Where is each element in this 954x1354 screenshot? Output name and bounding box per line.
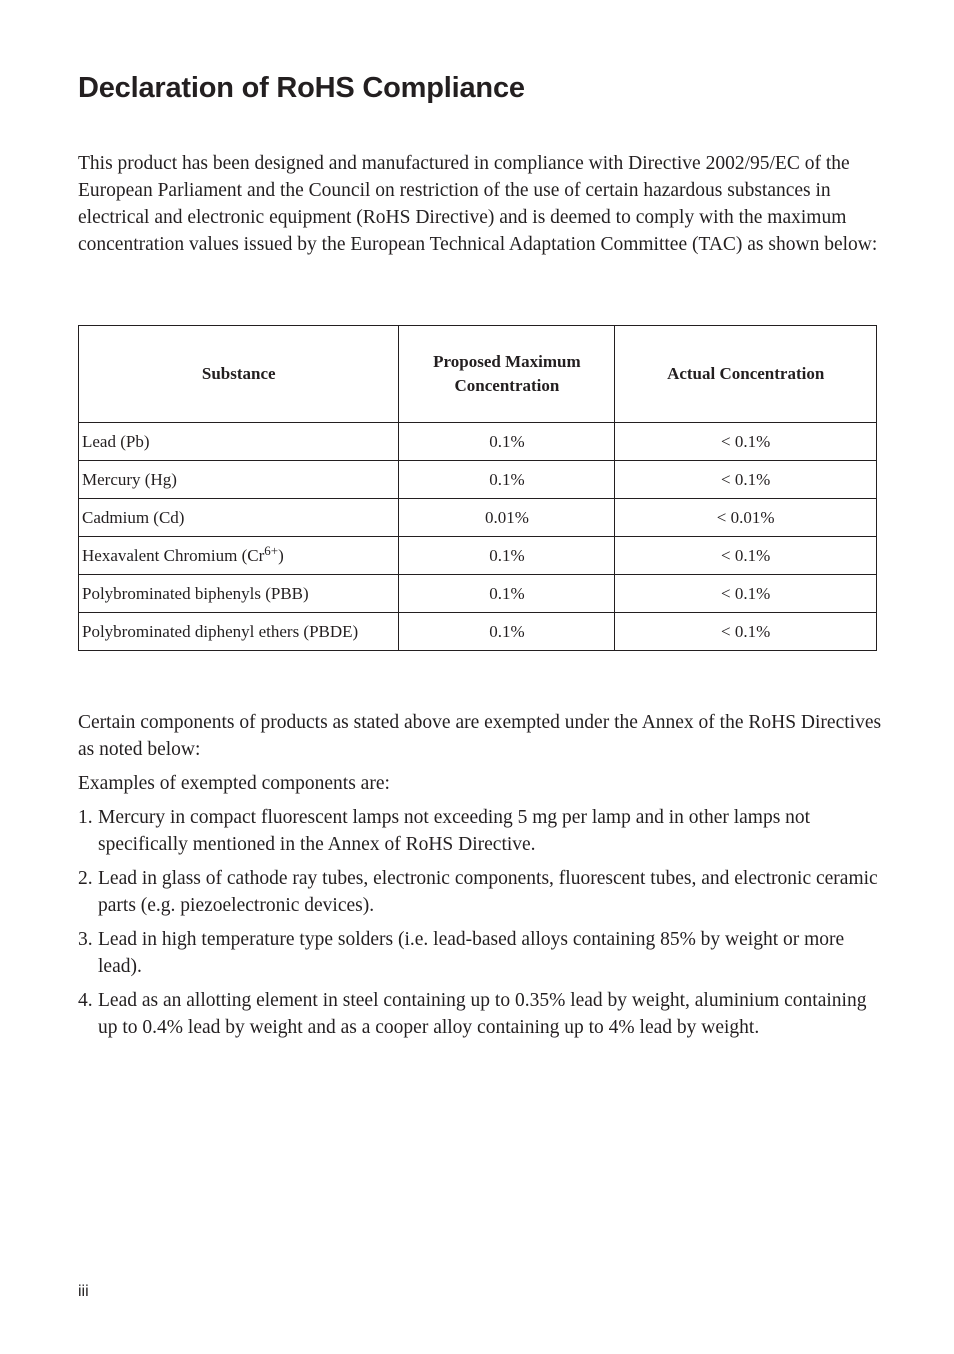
header-proposed-max xyxy=(399,326,615,423)
proposed-cell: 0.01% xyxy=(399,499,615,537)
substance-name: Polybrominated biphenyls (PBB) xyxy=(82,583,309,603)
list-item-number: 1. xyxy=(78,807,93,828)
page-title: Declaration of RoHS Compliance xyxy=(78,72,525,104)
actual-cell: < 0.01% xyxy=(615,499,877,537)
list-item xyxy=(78,926,884,980)
exemptions-section xyxy=(78,709,884,1048)
actual-cell: < 0.1% xyxy=(615,461,877,499)
table-header-row xyxy=(79,326,877,423)
substance-name: Polybrominated diphenyl ethers (PBDE) xyxy=(82,621,359,641)
proposed-cell: 0.1% xyxy=(399,575,615,613)
substance-cell xyxy=(79,461,399,499)
substance-cell xyxy=(79,613,399,651)
substance-suffix: ) xyxy=(278,545,284,565)
table-row xyxy=(79,499,877,537)
table-row xyxy=(79,461,877,499)
table-row xyxy=(79,537,877,575)
rohs-table xyxy=(78,325,877,651)
substance-name: Cadmium (Cd) xyxy=(82,507,185,527)
page-number: iii xyxy=(78,1283,89,1300)
list-item xyxy=(78,804,884,858)
table-row xyxy=(79,423,877,461)
substance-name: Hexavalent Chromium (Cr xyxy=(82,545,265,565)
substance-cell xyxy=(79,575,399,613)
header-proposed-max-label: Proposed Maximum Concentration xyxy=(433,352,581,395)
table-row xyxy=(79,613,877,651)
actual-cell: < 0.1% xyxy=(615,537,877,575)
header-actual: Actual Concentration xyxy=(615,326,877,423)
substance-cell xyxy=(79,537,399,575)
list-item-number: 4. xyxy=(78,990,93,1011)
actual-cell: < 0.1% xyxy=(615,423,877,461)
substance-cell xyxy=(79,499,399,537)
proposed-cell: 0.1% xyxy=(399,423,615,461)
substance-cell xyxy=(79,423,399,461)
actual-cell: < 0.1% xyxy=(615,575,877,613)
proposed-cell: 0.1% xyxy=(399,613,615,651)
list-item-text: Mercury in compact fluorescent lamps not exceeding 5 mg per lamp and in other lamps not specifically mentioned in the Annex of RoHS Directive. xyxy=(98,807,811,855)
table-row xyxy=(79,575,877,613)
superscript-charge: 6+ xyxy=(264,542,279,558)
proposed-cell: 0.1% xyxy=(399,461,615,499)
list-item xyxy=(78,865,884,919)
examples-intro: Examples of exempted components are: xyxy=(78,773,390,794)
proposed-cell: 0.1% xyxy=(399,537,615,575)
list-item-text: Lead in glass of cathode ray tubes, electronic components, fluorescent tubes, and electronic ceramic parts (e.g. piezoelectronic devices). xyxy=(98,868,878,916)
exemption-note: Certain components of products as stated above are exempted under the Annex of the RoHS Directives as noted below: xyxy=(78,712,882,760)
substance-name: Lead (Pb) xyxy=(82,431,150,451)
list-item-text: Lead in high temperature type solders (i.e. lead-based alloys containing 85% by weight or more lead). xyxy=(98,929,845,977)
list-item-number: 3. xyxy=(78,929,93,950)
list-item-text: Lead as an allotting element in steel containing up to 0.35% lead by weight, aluminium containing up to 0.4% lead by weight and as a cooper alloy containing up to 4% lead by weight. xyxy=(98,990,867,1038)
intro-paragraph: This product has been designed and manufactured in compliance with Directive 2002/95/EC of the European Parliament and the Council on restriction of the use of certain hazardous substances in electrical and electronic equipment (RoHS Directive) and is deemed to comply with the maximum concentration values issued by the European Technical Adaptation Committee (TAC) as shown below: xyxy=(78,153,878,255)
examples-list xyxy=(78,804,884,1041)
actual-cell: < 0.1% xyxy=(615,613,877,651)
substance-name: Mercury (Hg) xyxy=(82,469,177,489)
list-item-number: 2. xyxy=(78,868,93,889)
list-item xyxy=(78,987,884,1041)
header-substance: Substance xyxy=(79,326,399,423)
